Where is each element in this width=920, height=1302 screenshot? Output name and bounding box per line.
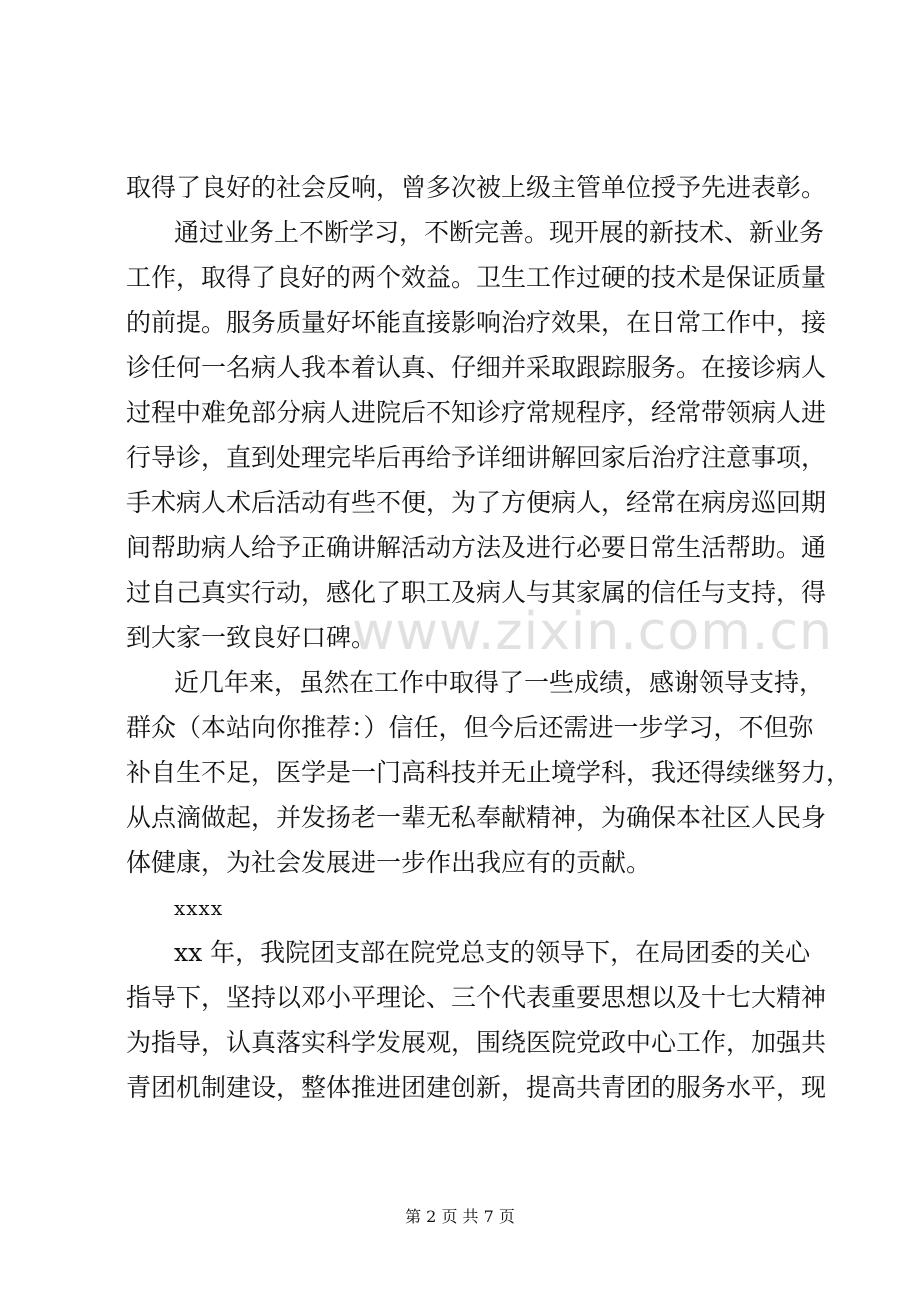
paragraph-line: 近几年来，虽然在工作中取得了一些成绩，感谢领导支持， [174,668,825,697]
paragraph-line: 指导下，坚持以邓小平理论、三个代表重要思想以及十七大精神 [126,983,827,1012]
watermark: www.zixin.com.cn [352,602,833,662]
paragraph-line: xx 年，我院团支部在院党总支的领导下，在局团委的关心 [174,938,811,967]
paragraph-line: 为指导，认真落实科学发展观，围绕医院党政中心工作，加强共 [126,1028,827,1057]
page-number-footer: 第 2 页 共 7 页 [405,1207,515,1226]
paragraph-line: 工作，取得了良好的两个效益。卫生工作过硬的技术是保证质量 [126,263,827,292]
paragraph-line: 行导诊，直到处理完毕后再给予详细讲解回家后治疗注意事项， [126,443,827,472]
paragraph-line: 通过业务上不断学习，不断完善。现开展的新技术、新业务 [174,218,825,247]
paragraph-line: 间帮助病人给予正确讲解活动方法及进行必要日常生活帮助。通 [126,533,827,562]
section-marker: xxxx [174,896,224,920]
paragraph-line: 到大家一致良好口碑。 [126,623,377,652]
paragraph-line: 过自己真实行动，感化了职工及病人与其家属的信任与支持，得 [126,578,827,607]
paragraph-line: 群众（本站向你推荐：）信任，但今后还需进一步学习，不但弥 [126,713,814,742]
paragraph-line: 过程中难免部分病人进院后不知诊疗常规程序，经常带领病人进 [126,398,827,427]
paragraph-line: 补自生不足，医学是一门高科技并无止境学科，我还得续继努力， [126,758,852,787]
paragraph-line: 手术病人术后活动有些不便，为了方便病人，经常在病房巡回期 [126,488,827,517]
paragraph-line: 青团机制建设，整体推进团建创新，提高共青团的服务水平，现 [126,1073,827,1102]
paragraph-line: 从点滴做起，并发扬老一辈无私奉献精神，为确保本社区人民身 [126,803,827,832]
paragraph-line: 的前提。服务质量好坏能直接影响治疗效果，在日常工作中，接 [126,308,827,337]
paragraph-line: 体健康，为社会发展进一步作出我应有的贡献。 [126,848,652,877]
paragraph-line: 取得了良好的社会反响，曾多次被上级主管单位授予先进表彰。 [126,173,827,202]
paragraph-line: 诊任何一名病人我本着认真、仔细并采取跟踪服务。在接诊病人 [126,353,827,382]
